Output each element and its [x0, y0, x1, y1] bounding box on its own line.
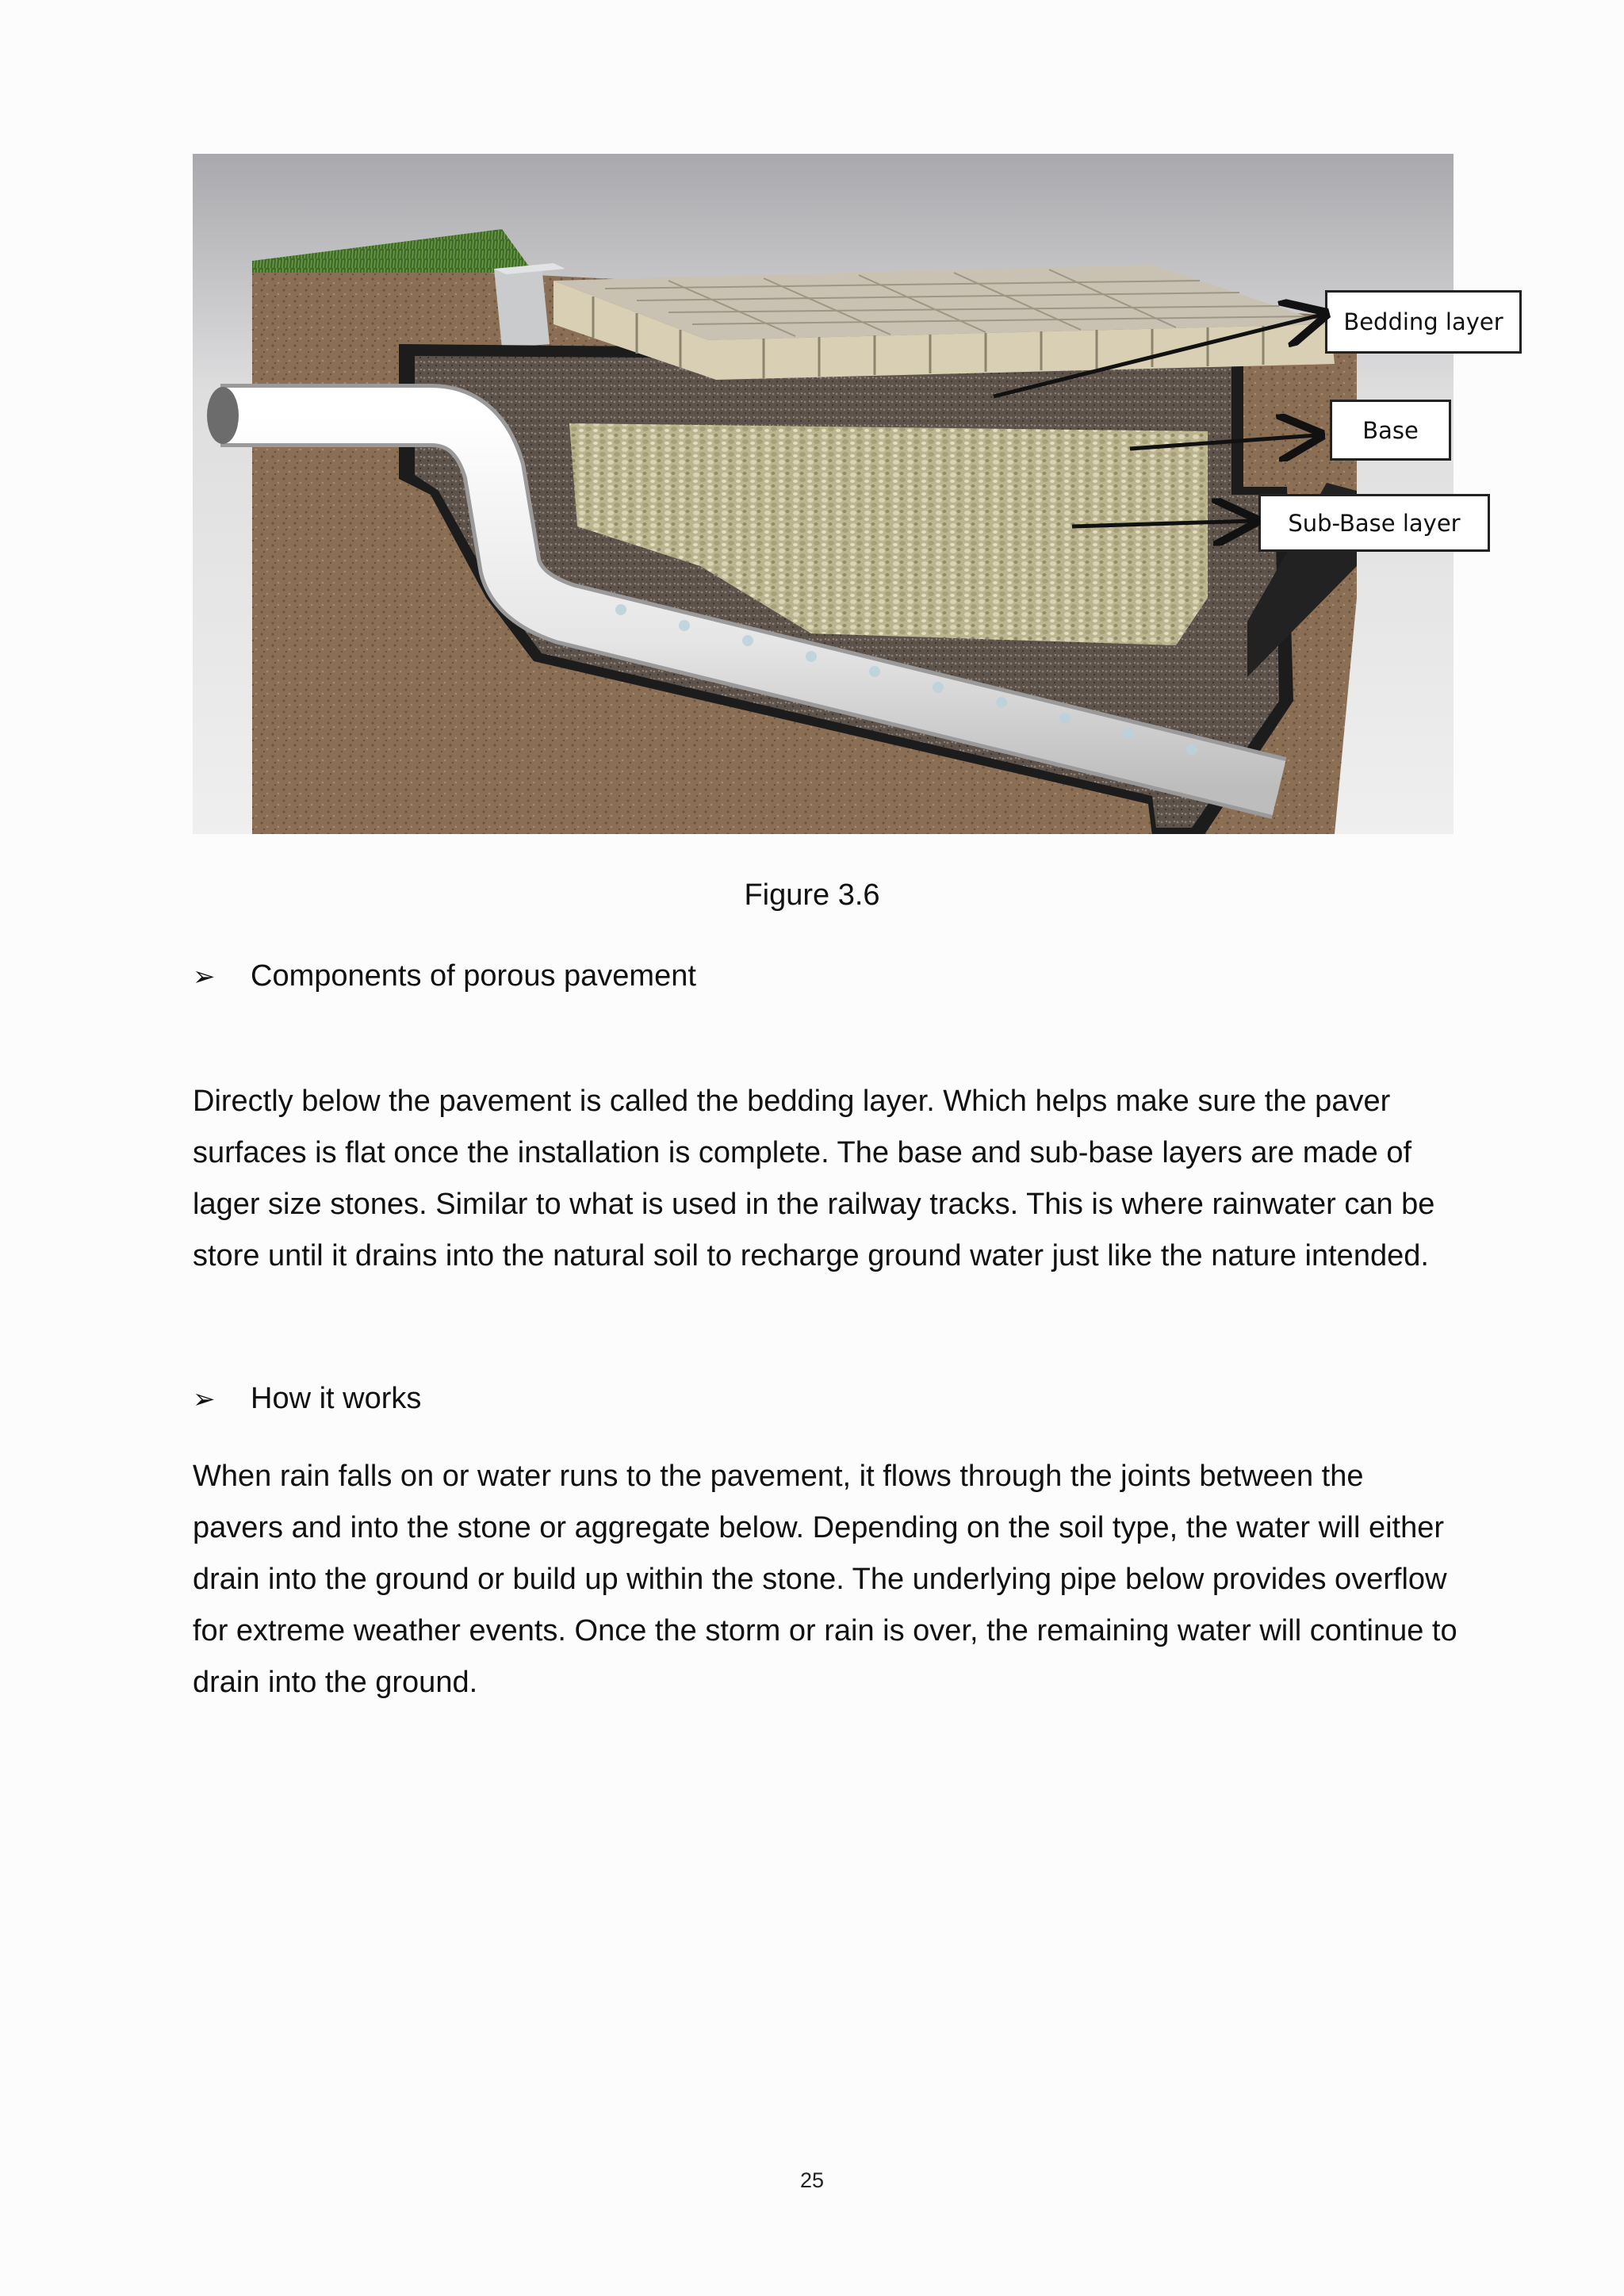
page-number: 25 — [799, 2168, 825, 2192]
bullet-arrow-icon: ➢ — [193, 1383, 216, 1415]
base-label: Base — [1330, 400, 1451, 461]
sub-base-layer-label: Sub-Base layer — [1258, 494, 1490, 552]
bullet-how-it-works — [193, 1382, 421, 1416]
bullet-components — [193, 959, 696, 993]
figure-caption: Figure 3.6 — [744, 878, 880, 912]
paragraph-how-it-works: When rain falls on or water runs to the pavement, it flows through the joints between the pavers and into the stone or aggregate below. Depending on the soil type, the water will either drain into the ground or build up within the stone. The underlying pipe below provides overflow for extreme weather events. Once the storm or rain is over, the remaining water will continue to drain into the ground. — [193, 1460, 1457, 1699]
paragraph-components: Directly below the pavement is called the bedding layer. Which helps make sure the paver surfaces is flat once the installation is complete. The base and sub-base layers are made of lager size stones. Similar to what is used in the railway tracks. This is where rainwater can be store until it drains into the natural soil to recharge ground water just like the nature intended. — [193, 1085, 1435, 1272]
bedding-layer-label: Bedding layer — [1325, 290, 1522, 354]
bullet-heading: How it works — [251, 1382, 422, 1415]
bullet-heading: Components of porous pavement — [251, 959, 696, 993]
bullet-arrow-icon: ➢ — [193, 960, 216, 993]
